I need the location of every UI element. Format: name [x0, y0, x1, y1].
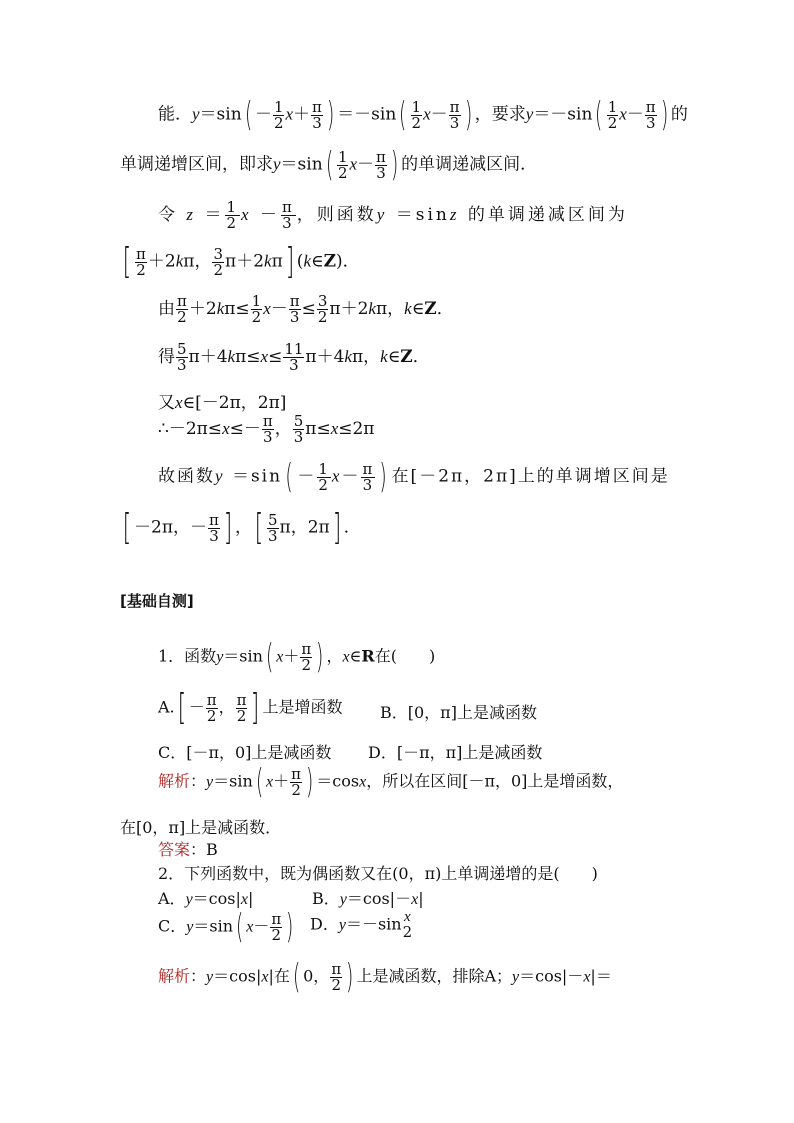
- section-title: [基础自测]: [120, 592, 194, 610]
- analysis-label: 解析: [158, 966, 191, 986]
- q1-option-d: D．[－π，π]上是减函数: [368, 743, 543, 762]
- proof-line-5: 由 $\frac{\pi}{2}$ ＋2kπ≤ $\frac{1}{2}$ x－ $\frac{\pi}{3}$ ≤ $\frac{3}{2}$ π＋2kπ，k∈Z．: [158, 292, 454, 326]
- q2-stem: 2．下列函数中，既为偶函数又在(0，π)上单调递增的是( ): [158, 864, 598, 883]
- fraction: $\frac{\pi}{2}$: [331, 959, 342, 994]
- fraction: $\frac{\pi}{2}$: [301, 639, 312, 674]
- fraction: $\frac{1}{2}$: [273, 97, 284, 132]
- q2-option-d: D．y＝－sin x 2: [310, 909, 413, 941]
- fraction: $\frac{1}{2}$: [226, 198, 239, 232]
- proof-line-10: [ －2π，－ $\frac{\pi}{3}$ ] ，[ $\frac{5}{3}$ π，2π] ．: [122, 507, 361, 548]
- proof-line-8: ∴－2π≤x≤－ $\frac{\pi}{3}$ ， $\frac{5}{3}$ π≤x≤2π: [158, 412, 375, 446]
- proof-line-6: 得 $\frac{5}{3}$ π＋4kπ≤x≤ $\frac{11}{3}$ π＋4kπ，k∈Z．: [158, 340, 430, 374]
- q1-answer: 答案：B: [158, 840, 218, 859]
- fraction: $\frac{5}{3}$: [268, 510, 278, 545]
- q2-option-b: B．y＝cos|－x|: [312, 889, 424, 908]
- q1-stem: 1．函数y＝sin( x＋ $\frac{\pi}{2}$ ) ，x∈R在( ): [158, 637, 436, 677]
- fraction: $\frac{11}{3}$: [284, 340, 304, 374]
- q2-option-a: A．y＝cos|x|: [158, 889, 254, 908]
- fraction: $\frac{\pi}{3}$: [262, 412, 273, 446]
- q2-option-c: C．y＝sin( x－ $\frac{\pi}{2}$ ): [158, 907, 294, 947]
- fraction: $\frac{\pi}{2}$: [291, 764, 302, 799]
- proof-line-4: [ $\frac{\pi}{2}$ ＋2kπ， $\frac{3}{2}$ π＋2kπ] (k∈Z)．: [122, 241, 360, 282]
- fraction: $\frac{\pi}{2}$: [206, 690, 217, 725]
- fraction: $\frac{1}{2}$: [337, 147, 348, 182]
- fraction: $\frac{\pi}{3}$: [362, 459, 375, 494]
- proof-line-2: 单调递增区间，即求y＝sin( $\frac{1}{2}$ x－ $\frac{\pi}{3}$ ) 的单调递减区间．: [120, 145, 538, 185]
- fraction: $\frac{1}{2}$: [607, 97, 618, 132]
- analysis-label: 解析: [158, 771, 191, 791]
- q1-option-c: C．[－π，0]上是减函数: [158, 743, 332, 762]
- fraction: $\frac{\pi}{2}$: [271, 909, 282, 944]
- proof-line-7: 又x∈[－2π，2π]: [158, 393, 287, 413]
- proof-line-1: 能．y＝sin( － $\frac{1}{2}$ x＋ $\frac{\pi}{3}$ ) ＝－sin( $\frac{1}{2}$ x－ $\frac{\pi}{3}$ ) ，要求y＝－sin( $\frac{1}{2}$ x－ $\frac{\pi}{3}$ ) 的: [158, 95, 688, 135]
- q1-analysis-cont: 在[0，π]上是减函数．: [120, 818, 282, 837]
- fraction: $\frac{5}{3}$: [293, 412, 304, 446]
- fraction: $\frac{1}{2}$: [411, 97, 422, 132]
- fraction: $\frac{3}{2}$: [213, 244, 224, 279]
- fraction: $\frac{\pi}{2}$: [177, 292, 187, 326]
- answer-label: 答案: [158, 840, 191, 859]
- fraction: $\frac{\pi}{3}$: [376, 147, 386, 182]
- fraction: $\frac{5}{3}$: [177, 340, 187, 374]
- fraction: x 2: [402, 909, 413, 941]
- q1-analysis: 解析：y＝sin( x＋ $\frac{\pi}{2}$ ) ＝cosx，所以在区间[－π，0]上是增函数，: [158, 762, 624, 802]
- fraction: $\frac{3}{2}$: [317, 292, 328, 326]
- q1-option-b: B．[0，π]上是减函数: [380, 703, 537, 722]
- proof-line-9: 故函数y ＝sin ( － $\frac{1}{2}$ x－ $\frac{\pi}{3}$ ) 在[－2π，2π]上的单调增区间是: [158, 457, 670, 497]
- fraction: $\frac{\pi}{2}$: [236, 690, 247, 725]
- q1-option-a: A.[ － $\frac{\pi}{2}$ ， $\frac{\pi}{2}$ ] 上是增函数: [158, 687, 343, 728]
- fraction: $\frac{\pi}{3}$: [312, 97, 322, 132]
- fraction: $\frac{1}{2}$: [251, 292, 262, 326]
- fraction: $\frac{\pi}{3}$: [645, 97, 656, 132]
- fraction: $\frac{\pi}{3}$: [289, 292, 300, 326]
- fraction: $\frac{\pi}{3}$: [209, 510, 219, 545]
- fraction: $\frac{1}{2}$: [318, 459, 330, 494]
- q2-analysis: 解析：y＝cos|x|在( 0， $\frac{\pi}{2}$ ) 上是减函数，排除A；y＝cos|－x|＝: [158, 957, 612, 997]
- fraction: $\frac{\pi}{2}$: [136, 244, 146, 279]
- proof-line-3: 令 z ＝ $\frac{1}{2}$ x － $\frac{\pi}{3}$ ，则函数y ＝sinz 的单调递减区间为: [158, 198, 628, 232]
- fraction: $\frac{\pi}{3}$: [449, 97, 460, 132]
- fraction: $\frac{\pi}{3}$: [281, 198, 295, 232]
